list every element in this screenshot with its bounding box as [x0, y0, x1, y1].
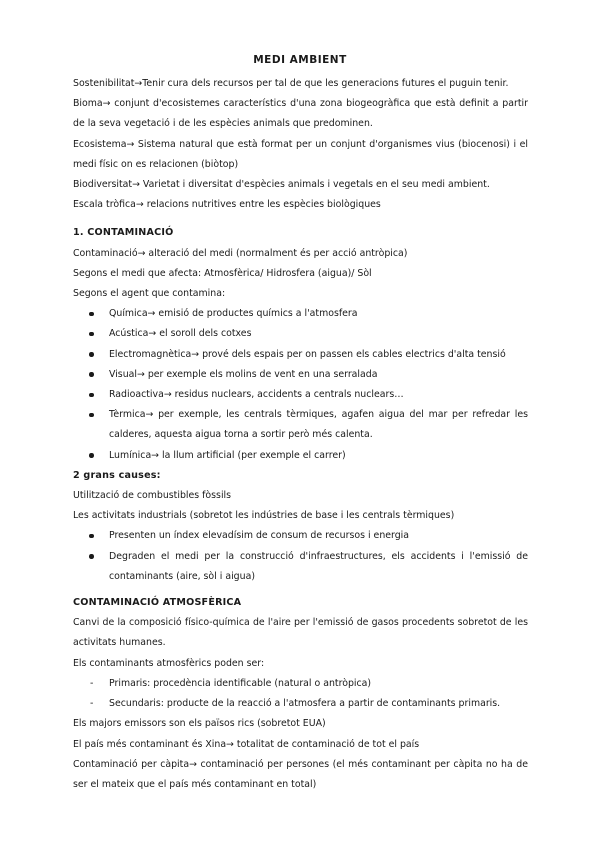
agent-list — [73, 304, 528, 466]
list-item: - Secundaris: producte de la reacció a l'atmosfera a partir de contaminants primaris. — [73, 694, 528, 714]
contaminacio-by-agent-intro: Segons el agent que contamina: — [73, 288, 226, 300]
pollutant-types-intro: Els contaminants atmosfèrics poden ser: — [73, 657, 265, 669]
definition-escala-trofica: Escala tròfica→ relacions nutritives entre les espècies biològiques — [73, 199, 381, 211]
industry-effects-list — [73, 526, 528, 587]
definition-biodiversitat: Biodiversitat→ Varietat i diversitat d'espècies animals i vegetals en el seu medi ambient. — [73, 179, 490, 191]
cause-industry: Les activitats industrials (sobretot les indústries de base i les centrals tèrmiques) — [73, 510, 455, 522]
list-item: Lumínica→ la llum artificial (per exemple el carrer) — [73, 446, 528, 466]
contaminacio-by-medium: Segons el medi que afecta: Atmosfèrica/ Hidrosfera (aigua)/ Sòl — [73, 267, 372, 279]
contaminacio-definition: Contaminació→ alteració del medi (normalment és per acció antròpica) — [73, 247, 408, 259]
list-item: Tèrmica→ per exemple, les centrals tèrmiques, agafen aigua del mar per refredar les calderes, aquesta aigua torna a sortir però més calenta. — [73, 405, 528, 445]
list-item: Presenten un índex elevadísim de consum de recursos i energia — [73, 526, 528, 546]
definition-ecosistema: Ecosistema→ Sistema natural que està format per un conjunt d'organismes vius (biocenosi) i el medi físic on es relacionen (biòtop) — [73, 138, 528, 170]
pollutant-types-list — [73, 674, 528, 714]
causes-heading: 2 grans causes: — [73, 469, 161, 481]
list-item: Radioactiva→ residus nuclears, accidents a centrals nuclears… — [73, 385, 528, 405]
list-item: Acústica→ el soroll dels cotxes — [73, 324, 528, 344]
document-body — [73, 74, 528, 795]
most-polluting-country: El país més contaminant és Xina→ totalitat de contaminació de tot el país — [73, 738, 420, 750]
section-heading-contaminacio: 1. CONTAMINACIÓ — [73, 227, 174, 239]
major-emitters: Els majors emissors son els països rics (sobretot EUA) — [73, 718, 326, 730]
atmospheric-definition: Canvi de la composició físico-química de l'aire per l'emissió de gasos procedents sobretot de les activitats humanes. — [73, 617, 528, 649]
list-item: Química→ emisió de productes químics a l'atmosfera — [73, 304, 528, 324]
definition-sostenibilitat: Sostenibilitat→Tenir cura dels recursos per tal de que les generacions futures el puguin tenir. — [73, 78, 509, 89]
section-heading-contaminacio-atmosferica: CONTAMINACIÓ ATMOSFÈRICA — [73, 597, 242, 609]
list-item: Electromagnètica→ prové dels espais per on passen els cables electrics d'alta tensió — [73, 345, 528, 365]
list-item: Degraden el medi per la construcció d'infraestructures, els accidents i l'emissió de contaminants (aire, sòl i aigua) — [73, 547, 528, 587]
list-item: Visual→ per exemple els molins de vent en una serralada — [73, 365, 528, 385]
definition-bioma: Bioma→ conjunt d'ecosistemes característics d'una zona biogeogràfica que està definit a partir de la seva vegetació i de les espècies animals que predominen. — [73, 98, 528, 130]
per-capita-pollution: Contaminació per càpita→ contaminació per persones (el més contaminant per càpita no ha de ser el mateix que el país més contaminant en total) — [73, 758, 528, 790]
list-item: - Primaris: procedència identificable (natural o antròpica) — [73, 674, 528, 694]
page-title: MEDI AMBIENT — [253, 54, 347, 66]
cause-fossil-fuels: Utilització de combustibles fòssils — [73, 490, 232, 502]
